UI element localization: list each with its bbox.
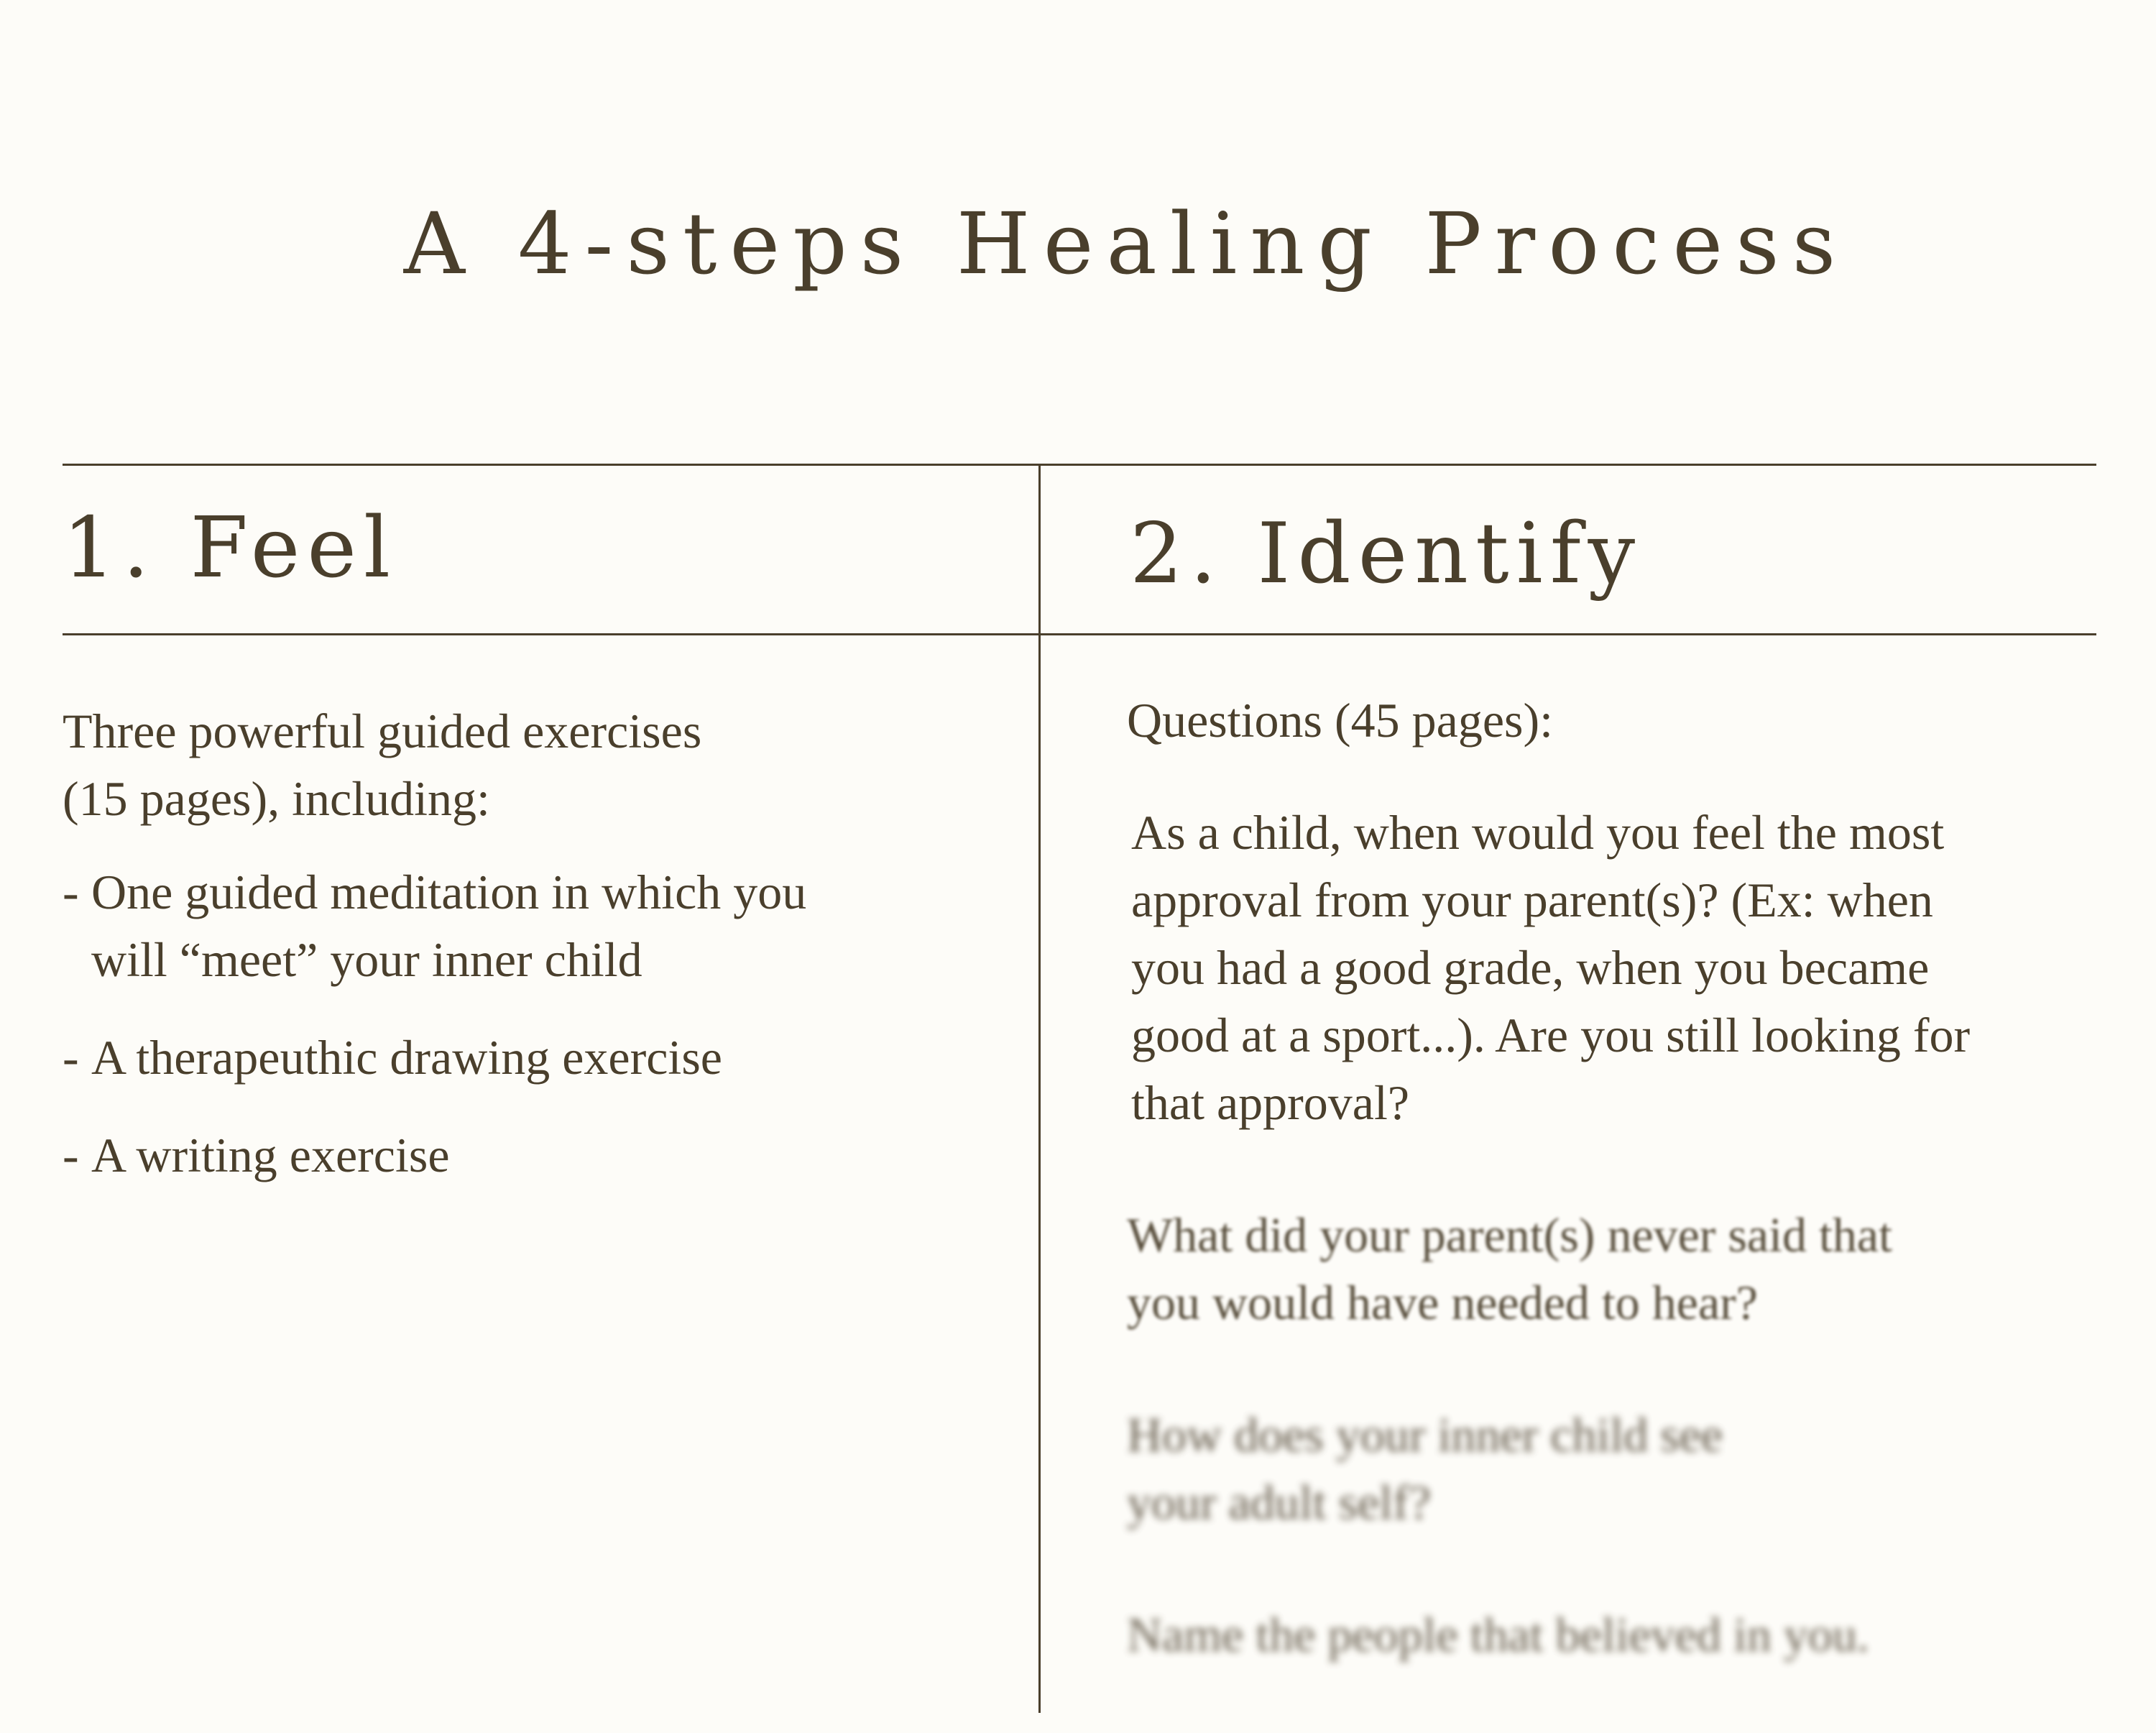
page-title: A 4-steps Healing Process xyxy=(403,194,1849,293)
list-item xyxy=(63,858,997,993)
list-item-text: A therapeuthic drawing exercise xyxy=(91,1030,722,1085)
question-item xyxy=(1127,799,2119,1136)
question-line: good at a sport...). Are you still looking for xyxy=(1131,1008,1971,1062)
bullet-dash: - xyxy=(63,1128,79,1182)
question-item-blurred xyxy=(1127,1401,2119,1536)
question-line: your adult self? xyxy=(1127,1475,1431,1530)
identify-column xyxy=(1127,686,2119,1733)
column-divider xyxy=(1038,464,1041,1713)
question-line: As a child, when would you feel the most xyxy=(1131,805,1945,860)
feel-intro xyxy=(63,697,997,832)
feel-intro-line: Three powerful guided exercises xyxy=(63,704,702,758)
question-line: that approval? xyxy=(1131,1075,1410,1130)
question-line: you would have needed to hear? xyxy=(1127,1275,1758,1330)
top-divider xyxy=(63,464,2096,466)
list-item-text: A writing exercise xyxy=(91,1128,450,1182)
header-divider xyxy=(63,633,2096,635)
identify-heading: 2. Identify xyxy=(1130,505,1643,602)
feel-column xyxy=(63,697,997,1219)
question-line: Name the people that believed in you. xyxy=(1127,1607,1869,1662)
bullet-dash: - xyxy=(63,865,79,919)
list-item-text: One guided meditation in which you xyxy=(91,865,807,919)
question-line: approval from your parent(s)? (Ex: when xyxy=(1131,873,1933,927)
question-line: What did your parent(s) never said that xyxy=(1127,1208,1892,1262)
list-item xyxy=(63,1024,997,1091)
question-line: you had a good grade, when you became xyxy=(1131,940,1930,995)
question-item-blurred xyxy=(1127,1601,2119,1668)
exercise-list xyxy=(63,858,997,1189)
questions-label: Questions (45 pages): xyxy=(1127,693,1554,748)
list-item xyxy=(63,1121,997,1189)
feel-intro-line: (15 pages), including: xyxy=(63,771,490,826)
list-item-text: will “meet” your inner child xyxy=(91,932,642,987)
feel-heading: 1. Feel xyxy=(63,500,398,597)
question-item-blurred xyxy=(1127,1201,2119,1336)
question-line: How does your inner child see xyxy=(1127,1407,1723,1462)
bullet-dash: - xyxy=(63,1030,79,1085)
